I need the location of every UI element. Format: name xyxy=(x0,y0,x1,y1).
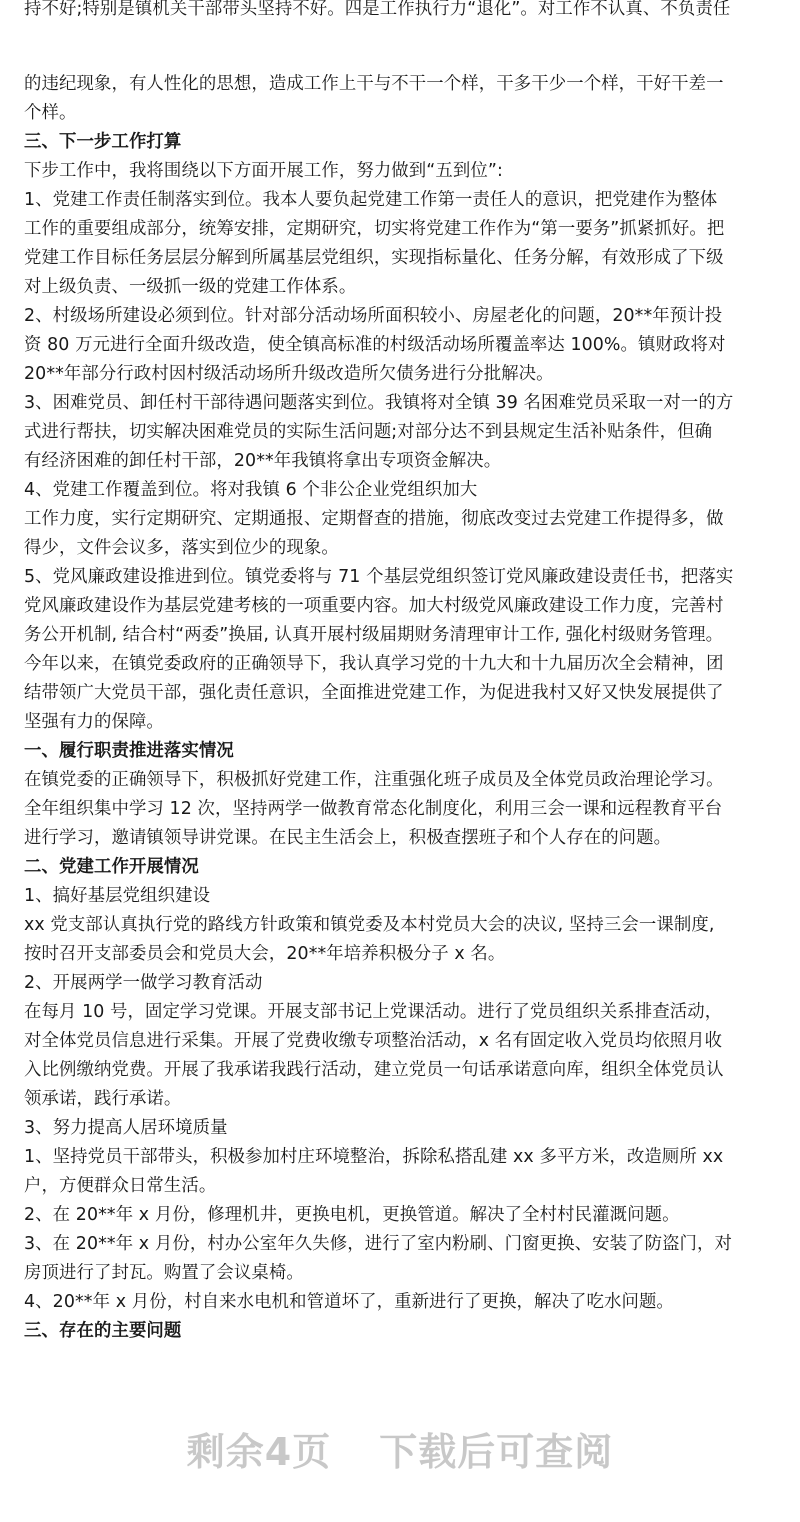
paragraph-line: 党风廉政建设作为基层党建考核的一项重要内容。加大村级党风廉政建设工作力度，完善村 xyxy=(24,596,724,616)
paragraph-line: 5、党风廉政建设推进到位。镇党委将与 71 个基层党组织签订党风廉政建设责任书，把落实 xyxy=(24,567,734,587)
paragraph-line: 领承诺，践行承诺。 xyxy=(24,1089,182,1109)
section-heading: 三、存在的主要问题 xyxy=(24,1321,182,1341)
paragraph-line: 户，方便群众日常生活。 xyxy=(24,1176,217,1196)
section-heading: 三、下一步工作打算 xyxy=(24,132,182,152)
section-heading: 二、党建工作开展情况 xyxy=(24,857,199,877)
paragraph-line: 3、努力提高人居环境质量 xyxy=(24,1118,228,1138)
document-lines xyxy=(24,70,780,1346)
paragraph-line: 得少，文件会议多，落实到位少的现象。 xyxy=(24,538,339,558)
paragraph-line: 1、坚持党员干部带头，积极参加村庄环境整治，拆除私搭乱建 xx 多平方米，改造厕所 xx xyxy=(24,1147,724,1167)
paragraph-line: 20**年部分行政村因村级活动场所升级改造所欠债务进行分批解决。 xyxy=(24,364,554,384)
paragraph-line: 结带领广大党员干部，强化责任意识，全面推进党建工作，为促进我村又好又快发展提供了 xyxy=(24,683,724,703)
paragraph-line: 房顶进行了封瓦。购置了会议桌椅。 xyxy=(24,1263,304,1283)
paragraph-line: 有经济困难的卸任村干部，20**年我镇将拿出专项资金解决。 xyxy=(24,451,502,471)
paragraph-line: 4、党建工作覆盖到位。将对我镇 6 个非公企业党组织加大 xyxy=(24,480,478,500)
paragraph-line: 全年组织集中学习 12 次，坚持两学一做教育常态化制度化，利用三会一课和远程教育平台 xyxy=(24,799,723,819)
paragraph-line: 式进行帮扶，切实解决困难党员的实际生活问题;对部分达不到县规定生活补贴条件，但确 xyxy=(24,422,713,442)
paragraph-line: 坚强有力的保障。 xyxy=(24,712,164,732)
paragraph-line: 在每月 10 号，固定学习党课。开展支部书记上党课活动。进行了党员组织关系排查活动， xyxy=(24,1002,723,1022)
paragraph-line: 今年以来，在镇党委政府的正确领导下，我认真学习党的十九大和十九届历次全会精神，团 xyxy=(24,654,724,674)
paragraph-line: 在镇党委的正确领导下，积极抓好党建工作，注重强化班子成员及全体党员政治理论学习。 xyxy=(24,770,724,790)
download-prompt-text: 下载后可查阅 xyxy=(379,1429,614,1474)
remaining-pages-text: 剩余4页 xyxy=(186,1429,332,1474)
paragraph-line: 持不好;特别是镇机关干部带头坚持不好。四是工作执行力“退化”。对工作不认真、不负责任 xyxy=(24,0,731,19)
paragraph-line: 务公开机制, 结合村“两委”换届, 认真开展村级届期财务清理审计工作, 强化村级财务管理。 xyxy=(24,625,724,645)
paragraph-line: 入比例缴纳党费。开展了我承诺我践行活动，建立党员一句话承诺意向库，组织全体党员认 xyxy=(24,1060,724,1080)
paragraph-line: 资 80 万元进行全面升级改造，使全镇高标准的村级活动场所覆盖率达 100%。镇财政将对 xyxy=(24,335,726,355)
paragraph-line: 工作力度，实行定期研究、定期通报、定期督查的措施，彻底改变过去党建工作提得多，做 xyxy=(24,509,724,529)
paragraph-line: 3、困难党员、卸任村干部待遇问题落实到位。我镇将对全镇 39 名困难党员采取一对一的方 xyxy=(24,393,734,413)
paragraph-line: 2、村级场所建设必须到位。针对部分活动场所面积较小、房屋老化的问题，20**年预计投 xyxy=(24,306,723,326)
download-banner[interactable] xyxy=(0,1420,800,1476)
paragraph-line: 2、开展两学一做学习教育活动 xyxy=(24,973,263,993)
paragraph-line: xx 党支部认真执行党的路线方针政策和镇党委及本村党员大会的决议, 坚持三会一课制度, xyxy=(24,915,715,935)
page-break-gap xyxy=(24,24,780,70)
paragraph-line: 个样。 xyxy=(24,103,77,123)
paragraph-line: 党建工作目标任务层层分解到所属基层党组织，实现指标量化、任务分解，有效形成了下级 xyxy=(24,248,724,268)
paragraph-line: 对全体党员信息进行采集。开展了党费收缴专项整治活动，x 名有固定收入党员均依照月收 xyxy=(24,1031,723,1051)
paragraph-line: 1、搞好基层党组织建设 xyxy=(24,886,211,906)
paragraph-line: 对上级负责、一级抓一级的党建工作体系。 xyxy=(24,277,357,297)
paragraph-line: 按时召开支部委员会和党员大会，20**年培养积极分子 x 名。 xyxy=(24,944,506,964)
paragraph-line: 下步工作中，我将围绕以下方面开展工作，努力做到“五到位”: xyxy=(24,161,503,181)
paragraph-line: 4、20**年 x 月份，村自来水电机和管道坏了，重新进行了更换，解决了吃水问题。 xyxy=(24,1292,674,1312)
paragraph-line: 1、党建工作责任制落实到位。我本人要负起党建工作第一责任人的意识，把党建作为整体 xyxy=(24,190,718,210)
section-heading: 一、履行职责推进落实情况 xyxy=(24,741,234,761)
paragraph-line: 进行学习，邀请镇领导讲党课。在民主生活会上，积极查摆班子和个人存在的问题。 xyxy=(24,828,672,848)
paragraph-line: 工作的重要组成部分，统筹安排，定期研究，切实将党建工作作为“第一要务”抓紧抓好。把 xyxy=(24,219,725,239)
paragraph-line: 2、在 20**年 x 月份，修理机井，更换电机，更换管道。解决了全村村民灌溉问题。 xyxy=(24,1205,680,1225)
paragraph-line: 3、在 20**年 x 月份，村办公室年久失修，进行了室内粉刷、门窗更换、安装了防盗门，对 xyxy=(24,1234,733,1254)
paragraph-line: 的违纪现象，有人性化的思想，造成工作上干与不干一个样，干多干少一个样，干好干差一 xyxy=(24,74,724,94)
document-body xyxy=(24,0,780,1346)
